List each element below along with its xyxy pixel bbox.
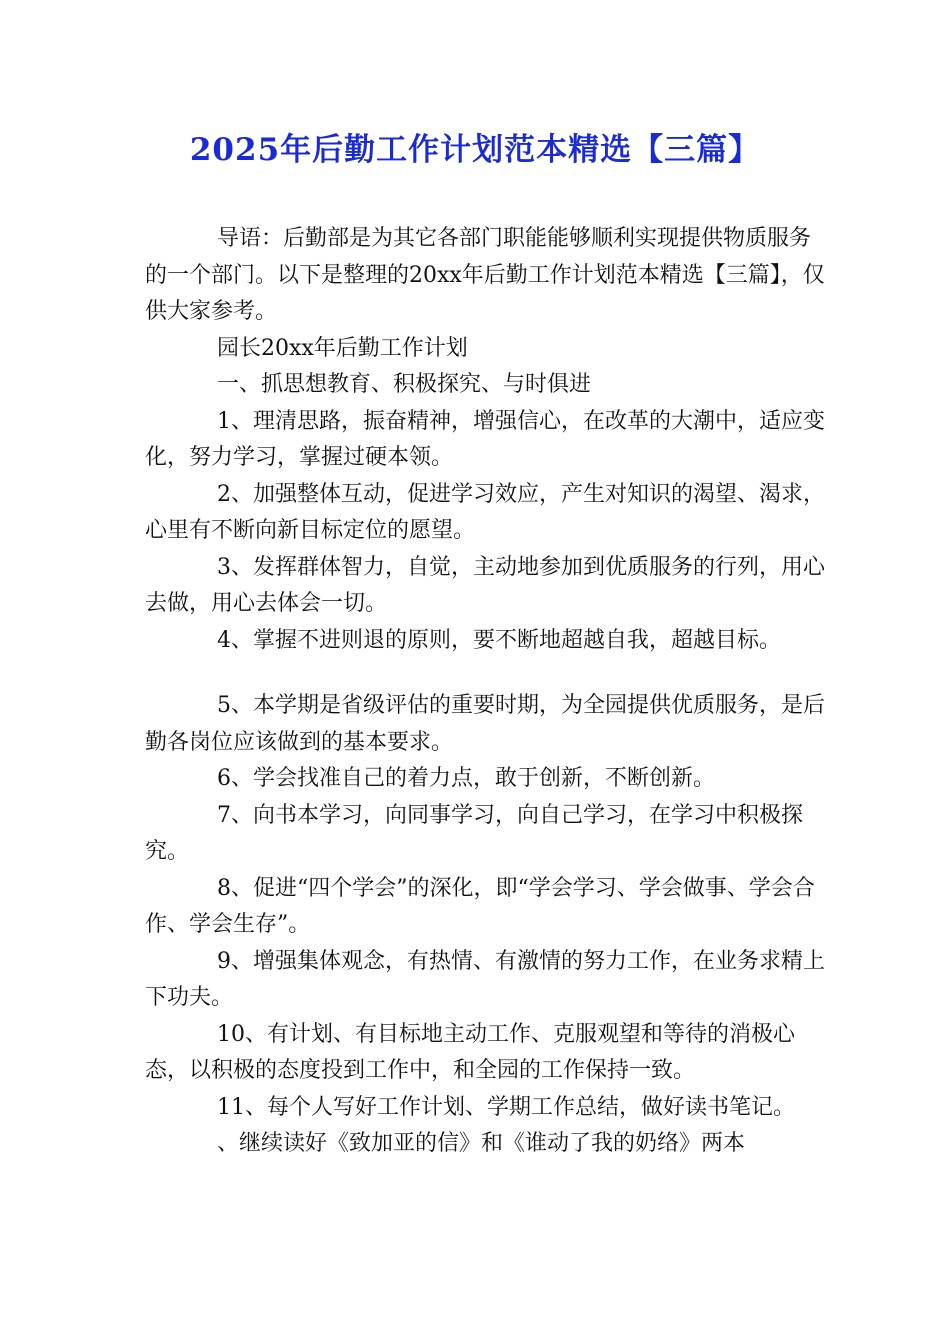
list-item-9: 9、增强集体观念，有热情、有激情的努力工作，在业务求精上下功夫。: [145, 948, 825, 1010]
list-item-8: 8、促进“四个学会”的深化，即“学会学习、学会做事、学会合作、学会生存”。: [145, 875, 815, 937]
list-item-12: 、继续读好《致加亚的信》和《谁动了我的奶络》两本: [217, 1131, 746, 1156]
list-item-2: 2、加强整体互动，促进学习效应，产生对知识的渴望、渴求，心里有不断向新目标定位的愿望。: [145, 481, 825, 543]
document-title: 2025年后勤工作计划范本精选【三篇】: [189, 132, 761, 168]
document-body: [145, 221, 825, 1163]
list-item-10: 10、有计划、有目标地主动工作、克服观望和等待的消极心态，以积极的态度投到工作中，和全园的工作保持一致。: [145, 1021, 795, 1083]
subsection-heading: 一、抓思想教育、积极探究、与时俱进: [217, 372, 592, 397]
list-item-6: 6、学会找准自己的着力点，敢于创新，不断创新。: [217, 766, 715, 791]
list-item-3: 3、发挥群体智力，自觉，主动地参加到优质服务的行列，用心去做，用心去体会一切。: [145, 554, 825, 616]
list-item-4: 4、掌握不进则退的原则，要不断地超越自我，超越目标。: [217, 627, 781, 653]
list-item-7: 7、向书本学习，向同事学习，向自己学习，在学习中积极探究。: [145, 802, 803, 864]
list-item-11: 11、每个人写好工作计划、学期工作总结，做好读书笔记。: [217, 1094, 795, 1120]
section-heading: 园长20xx年后勤工作计划: [217, 335, 468, 361]
intro-paragraph: 导语：后勤部是为其它各部门职能能够顺利实现提供物质服务的一个部门。以下是整理的20xx年后勤工作计划范本精选【三篇】，仅供大家参考。: [145, 226, 825, 324]
list-item-1: 1、理清思路，振奋精神，增强信心，在改革的大潮中，适应变化，努力学习，掌握过硬本领。: [145, 408, 825, 470]
list-item-5: 5、本学期是省级评估的重要时期，为全园提供优质服务，是后勤各岗位应该做到的基本要求。: [145, 693, 825, 755]
